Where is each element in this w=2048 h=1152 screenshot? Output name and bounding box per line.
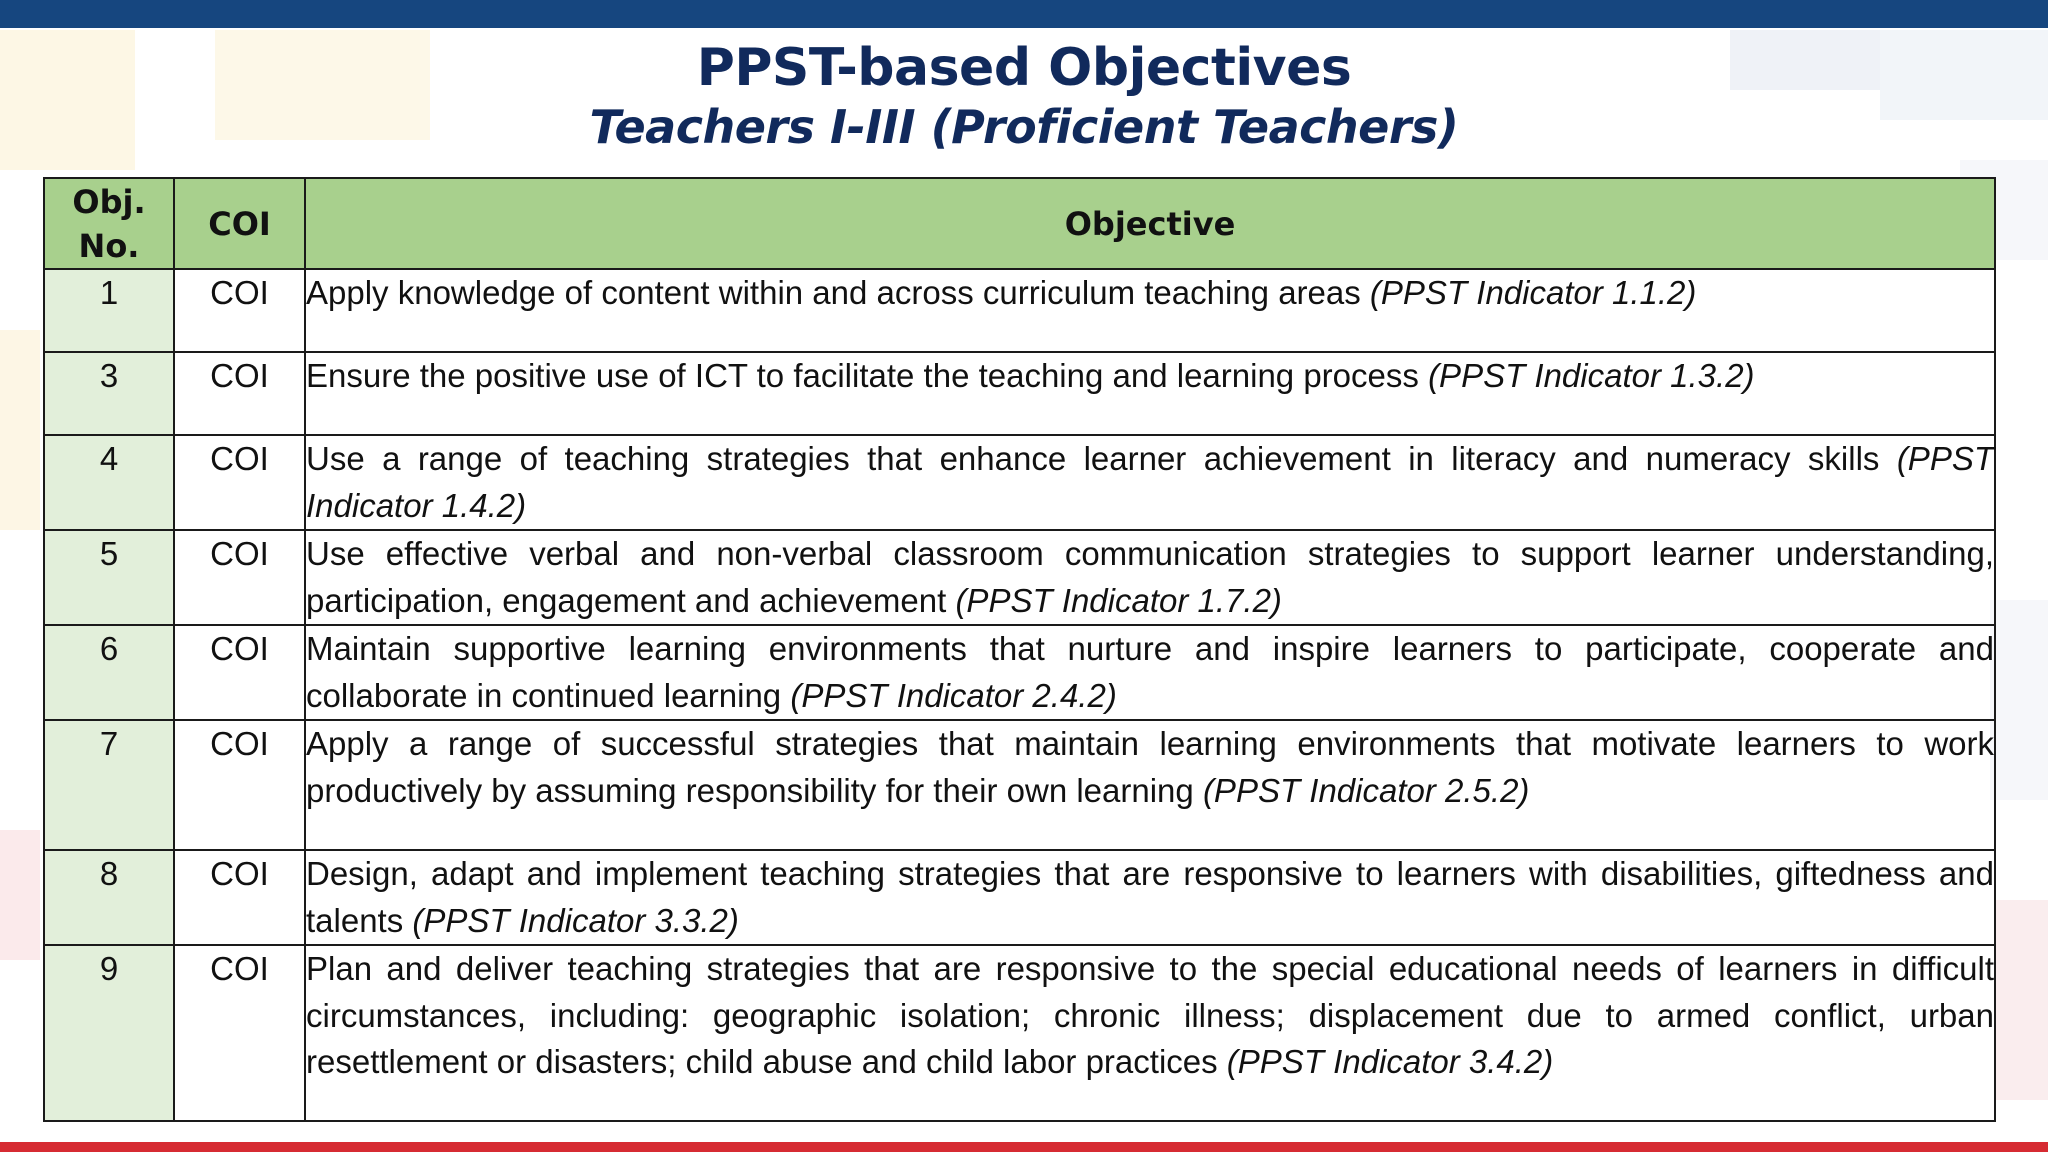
table-row — [44, 850, 1995, 945]
coi-cell: COI — [174, 625, 305, 720]
obj-number: 4 — [44, 435, 174, 530]
coi-cell: COI — [174, 530, 305, 625]
objective-cell — [305, 435, 1995, 530]
objective-text: Use effective verbal and non-verbal classroom communication strategies to support learner understanding, participation, engagement and achievement — [306, 535, 1994, 619]
slide-title: PPST-based Objectives — [696, 38, 1352, 98]
background-decoration — [0, 830, 40, 960]
header-coi: COI — [174, 178, 305, 269]
objective-text: Design, adapt and implement teaching strategies that are responsive to learners with disabilities, giftedness and talents — [306, 855, 1994, 939]
ppst-indicator: (PPST Indicator 1.3.2) — [1428, 357, 1755, 394]
objective-text: Apply knowledge of content within and across curriculum teaching areas — [306, 274, 1361, 311]
table-row — [44, 945, 1995, 1121]
top-accent-bar — [0, 0, 2048, 28]
objective-cell — [305, 625, 1995, 720]
table-header-row — [44, 178, 1995, 269]
background-decoration — [0, 330, 40, 530]
coi-cell: COI — [174, 720, 305, 850]
coi-cell: COI — [174, 352, 305, 435]
table-row — [44, 269, 1995, 352]
objective-cell — [305, 850, 1995, 945]
coi-cell: COI — [174, 435, 305, 530]
obj-number: 6 — [44, 625, 174, 720]
slide-header — [0, 30, 2048, 154]
header-objective: Objective — [305, 178, 1995, 269]
obj-number: 3 — [44, 352, 174, 435]
table-row — [44, 352, 1995, 435]
slide-subtitle: Teachers I-III (Proficient Teachers) — [589, 100, 1459, 154]
ppst-indicator: (PPST Indicator 2.4.2) — [790, 676, 1117, 714]
ppst-indicator: (PPST Indicator 1.1.2) — [1369, 274, 1697, 311]
ppst-indicator: (PPST Indicator 1.4.2) — [306, 440, 1994, 524]
header-obj-no: Obj. No. — [44, 178, 174, 269]
objective-text: Maintain supportive learning environments that nurture and inspire learners to participate, cooperate and collaborate in continued learning — [306, 630, 1994, 714]
ppst-indicator: (PPST Indicator 1.7.2) — [955, 581, 1282, 619]
coi-cell: COI — [174, 850, 305, 945]
objective-cell — [305, 720, 1995, 850]
table-row — [44, 435, 1995, 530]
objectives-table — [43, 177, 1996, 1122]
table-row — [44, 625, 1995, 720]
obj-number: 5 — [44, 530, 174, 625]
bottom-accent-bar — [0, 1142, 2048, 1152]
objective-text: Use a range of teaching strategies that enhance learner achievement in literacy and numeracy skills — [306, 440, 1880, 477]
ppst-indicator: (PPST Indicator 2.5.2) — [1202, 771, 1530, 809]
coi-cell: COI — [174, 269, 305, 352]
objective-cell — [305, 945, 1995, 1121]
objective-cell — [305, 530, 1995, 625]
objective-text: Apply a range of successful strategies that maintain learning environments that motivate learners to work productively by assuming responsibility for their own learning — [306, 725, 1994, 809]
objective-cell — [305, 352, 1995, 435]
coi-cell: COI — [174, 945, 305, 1121]
ppst-indicator: (PPST Indicator 3.3.2) — [412, 901, 739, 939]
table-row — [44, 720, 1995, 850]
table-row — [44, 530, 1995, 625]
obj-number: 8 — [44, 850, 174, 945]
background-decoration — [1990, 600, 2048, 800]
obj-number: 7 — [44, 720, 174, 850]
ppst-indicator: (PPST Indicator 3.4.2) — [1226, 1043, 1554, 1080]
obj-number: 1 — [44, 269, 174, 352]
background-decoration — [1995, 900, 2048, 1100]
objective-text: Plan and deliver teaching strategies that are responsive to the special educational needs of learners in difficult circumstances, including: geographic isolation; chronic illness; displacement due to armed conflict, urban resettlement or disasters; child abuse and child labor practices — [306, 950, 1994, 1080]
objective-cell — [305, 269, 1995, 352]
obj-number: 9 — [44, 945, 174, 1121]
objective-text: Ensure the positive use of ICT to facilitate the teaching and learning process — [306, 357, 1419, 394]
